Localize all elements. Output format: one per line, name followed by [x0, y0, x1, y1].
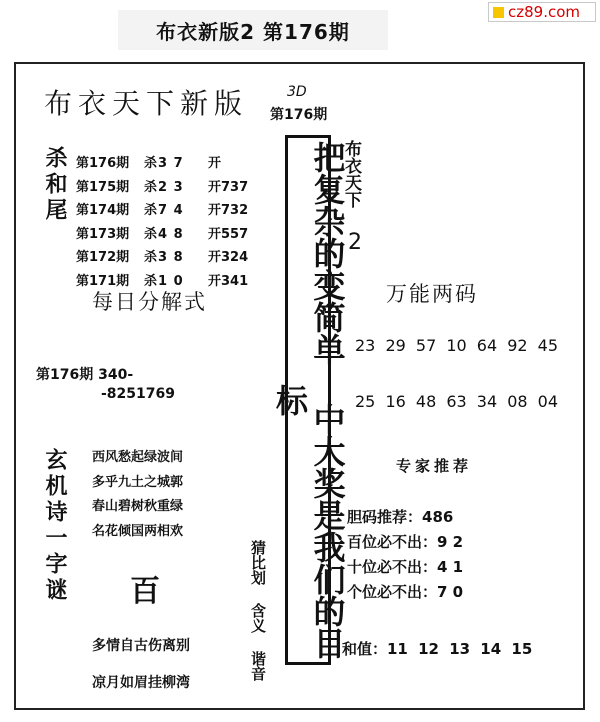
poem-line: 春山碧树秋重绿 — [92, 499, 184, 514]
poem-line: 多乎九土之城郭 — [92, 474, 184, 490]
tag-3d: 3D — [287, 84, 307, 100]
riddle-hint: 猜比划 含义 谐音 — [249, 540, 267, 681]
kill-period: 第175期 — [76, 179, 130, 195]
kill-period: 第171期 — [76, 273, 130, 289]
poem-line: 名花倾国两相欢 — [92, 523, 184, 539]
kill-row — [76, 221, 276, 245]
kill-value: 杀7 4 — [144, 203, 184, 219]
kill-row — [76, 150, 276, 174]
slogan-box — [271, 135, 347, 665]
right-number: 2 — [348, 230, 362, 255]
kill-row — [76, 244, 276, 268]
formula-label: 第176期 340- — [36, 367, 134, 383]
poem-side-label: 玄机诗一字谜 — [42, 448, 68, 604]
units-exclude: 个位必不出：7 0 — [347, 583, 464, 601]
kill-period: 第173期 — [76, 226, 130, 242]
kill-value: 杀1 0 — [144, 273, 184, 289]
poem-bottom-line: 多情自古伤离别 — [92, 638, 190, 654]
kill-period: 第176期 — [76, 156, 130, 172]
kill-period: 第174期 — [76, 203, 130, 219]
poem-line: 西风愁起绿波间 — [92, 450, 184, 465]
poem-bottom — [92, 628, 190, 702]
kill-side-label: 杀和尾 — [42, 146, 68, 224]
kill-table — [76, 150, 276, 291]
open-value: 开341 — [208, 273, 249, 289]
tens-exclude: 十位必不出：4 1 — [347, 558, 464, 576]
two-code-title: 万能两码 — [386, 282, 478, 306]
site-badge-text[interactable]: cz89.com — [508, 3, 581, 21]
slogan-text: 把复杂的变简单 中大奖是我们的目标 — [271, 141, 347, 659]
square-icon — [493, 7, 504, 18]
formula-value: -8251769 — [101, 386, 175, 402]
site-badge-link[interactable] — [488, 2, 596, 22]
code-line: 25 16 48 63 34 08 04 — [355, 392, 559, 411]
kill-row — [76, 197, 276, 221]
open-value: 开557 — [208, 226, 249, 242]
code-line: 23 29 57 10 64 92 45 — [355, 336, 559, 355]
expert-title: 专家推荐 — [396, 457, 473, 475]
right-title: 布衣天下 — [341, 140, 361, 208]
kill-value: 杀4 8 — [144, 226, 184, 242]
hundreds-exclude: 百位必不出：9 2 — [347, 533, 464, 551]
kill-value: 杀3 8 — [144, 250, 184, 266]
kill-value: 杀3 7 — [144, 156, 184, 172]
open-value: 开737 — [208, 179, 249, 195]
kill-period: 第172期 — [76, 250, 130, 266]
poem-block — [92, 446, 183, 544]
open-value: 开 — [208, 156, 222, 172]
bold-code: 胆码推荐：486 — [347, 508, 454, 526]
kill-row — [76, 174, 276, 198]
open-value: 开324 — [208, 250, 249, 266]
poem-bottom-line: 凉月如眉挂柳湾 — [92, 675, 190, 691]
two-code-list — [355, 318, 558, 430]
issue-label: 第176期 — [270, 107, 328, 123]
expert-block — [347, 505, 463, 605]
sum-values: 和值：11 12 13 14 15 — [342, 640, 533, 658]
page-title — [118, 10, 388, 50]
open-value: 开732 — [208, 203, 249, 219]
kill-value: 杀2 3 — [144, 179, 184, 195]
page-title-text: 布衣新版2 第176期 — [156, 19, 350, 44]
main-title: 布衣天下新版 — [44, 87, 249, 120]
riddle-answer: 百 — [130, 574, 160, 609]
daily-title: 每日分解式 — [92, 290, 207, 314]
